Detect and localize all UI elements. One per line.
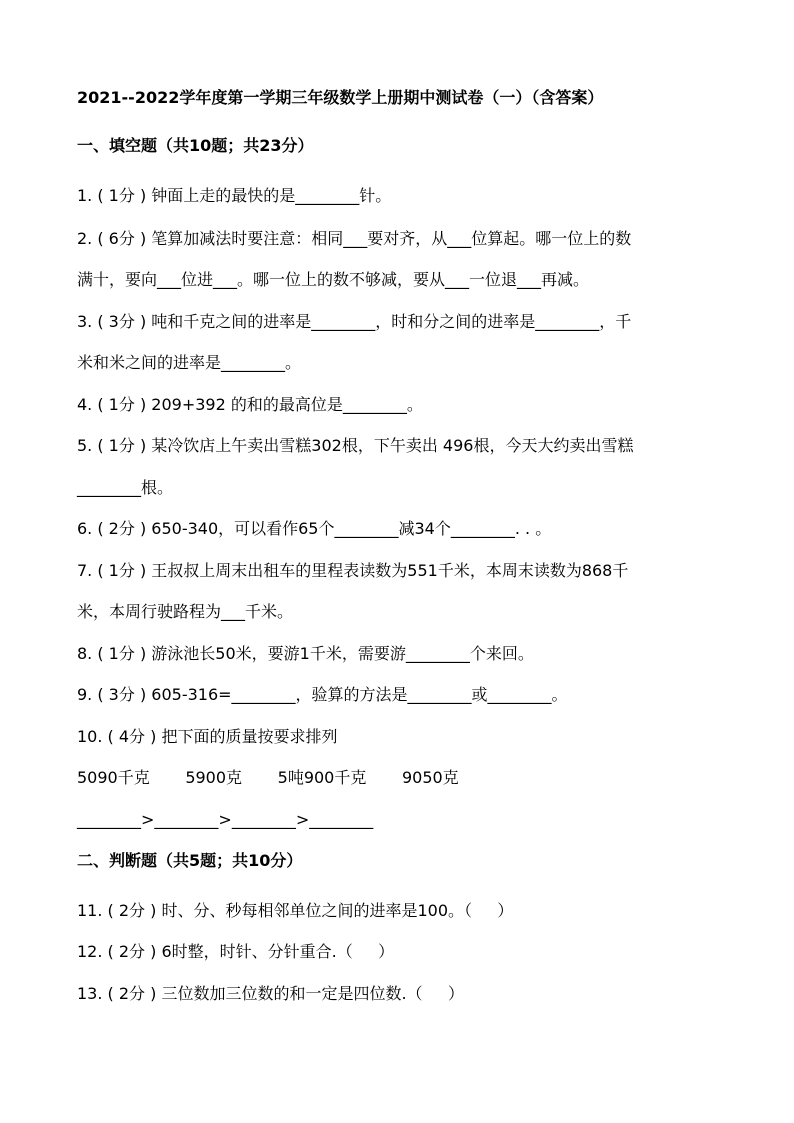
question-line: 8. ( 1分 ) 游泳池长50米，要游1千米，需要游________个来回。 — [77, 644, 534, 663]
question-line: 4. ( 1分 ) 209+392 的和的最高位是________。 — [77, 395, 423, 414]
question-line: 满十，要向___位进___。哪一位上的数不够减，要从___一位退___再减。 — [77, 270, 590, 289]
weights-list: 5090千克 5900克 5吨900千克 9050克 — [77, 768, 459, 787]
question-line: 12. ( 2分 ) 6时整，时针、分针重合.（ ） — [77, 942, 395, 961]
question-line: 3. ( 3分 ) 吨和千克之间的进率是________，时和分之间的进率是________，千 — [77, 312, 632, 331]
section-heading-fill-in: 一、填空题（共10题；共23分） — [77, 136, 314, 155]
question-line: 6. ( 2分 ) 650-340，可以看作65个________减34个________. . 。 — [77, 519, 552, 538]
question-line: 11. ( 2分 ) 时、分、秒每相邻单位之间的进率是100。（ ） — [77, 901, 514, 920]
question-line: 5. ( 1分 ) 某冷饮店上午卖出雪糕302根，下午卖出 496根，今天大约卖出雪糕 — [77, 436, 634, 455]
question-line: 13. ( 2分 ) 三位数加三位数的和一定是四位数.（ ） — [77, 984, 464, 1003]
page-title: 2021--2022学年度第一学期三年级数学上册期中测试卷（一）（含答案） — [77, 88, 604, 107]
question-line: 米和米之间的进率是________。 — [77, 353, 302, 372]
question-line: 米，本周行驶路程为___千米。 — [77, 602, 294, 621]
question-line: ________根。 — [77, 478, 174, 497]
question-line: 7. ( 1分 ) 王叔叔上周末出租车的里程表读数为551千米，本周末读数为868千 — [77, 561, 629, 580]
question-line: 1. ( 1分 ) 钟面上走的最快的是________针。 — [77, 186, 392, 205]
question-line: 10. ( 4分 ) 把下面的质量按要求排列 — [77, 727, 338, 746]
question-line: 9. ( 3分 ) 605-316=________，验算的方法是________或________。 — [77, 685, 568, 704]
section-heading-true-false: 二、判断题（共5题；共10分） — [77, 851, 303, 870]
ordering-blanks: ________>________>________>________ — [77, 810, 374, 829]
question-line: 2. ( 6分 ) 笔算加减法时要注意：相同___要对齐，从___位算起。哪一位上的数 — [77, 229, 632, 248]
